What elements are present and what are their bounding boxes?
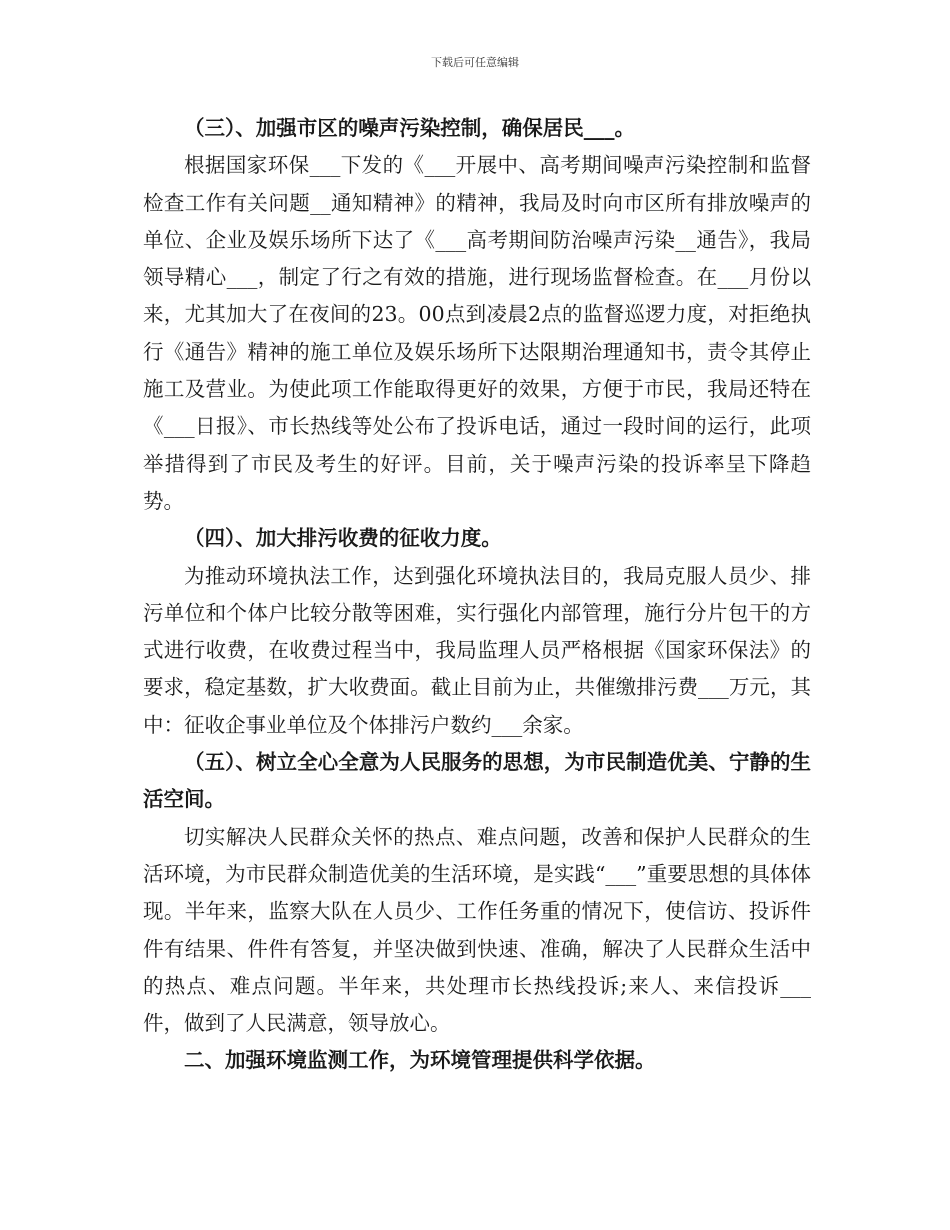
section-heading-monitoring: 二、加强环境监测工作，为环境管理提供科学依据。: [184, 1048, 656, 1073]
section-heading-3: （三）、加强市区的噪声污染控制，确保居民___。: [184, 116, 635, 140]
section-heading-5: （五）、树立全心全意为人民服务的思想，为市民制造优美、宁静的生活空间。: [143, 750, 811, 812]
page-header: 下载后可任意编辑: [431, 56, 519, 69]
paragraph-noise-control: 根据国家环保___下发的《___开展中、高考期间噪声污染控制和监督检查工作有关问题__通知精神》的精神，我局及时向市区所有排放噪声的单位、企业及娱乐场所下达了《___高考期间防治噪声污染__通告》，我局领导精心___，制定了行之有效的措施，进行现场监督检查。在___月份以来，尤其加大了在夜间的23。00点到凌晨2点的监督巡逻力度，对拒绝执行《通告》精神的施工单位及娱乐场所下达限期治理通知书，责令其停止施工及营业。为使此项工作能取得更好的效果，方便于市民，我局还特在《___日报》、市长热线等处公布了投诉电话，通过一段时间的运行，此项举措得到了市民及考生的好评。目前，关于噪声污染的投诉率呈下降趋势。: [143, 153, 811, 513]
section-heading-4: （四）、加大排污收费的征收力度。: [184, 526, 502, 551]
paragraph-public-service: 切实解决人民群众关怀的热点、难点问题，改善和保护人民群众的生活环境，为市民群众制造优美的生活环境，是实践“___”重要思想的具体体现。半年来，监察大队在人员少、工作任务重的情况下，使信访、投诉件件有结果、件件有答复，并坚决做到快速、准确，解决了人民群众生活中的热点、难点问题。半年来，共处理市长热线投诉;来人、来信投诉___件，做到了人民满意，领导放心。: [143, 824, 811, 1036]
paragraph-pollution-fees: 为推动环境执法工作，达到强化环境执法目的，我局克服人员少、排污单位和个体户比较分散等困难，实行强化内部管理，施行分片包干的方式进行收费，在收费过程当中，我局监理人员严格根据《国家环保法》的要求，稳定基数，扩大收费面。截止目前为止，共催缴排污费___万元，其中：征收企事业单位及个体排污户数约___余家。: [143, 563, 811, 737]
document-body: [143, 110, 811, 1080]
